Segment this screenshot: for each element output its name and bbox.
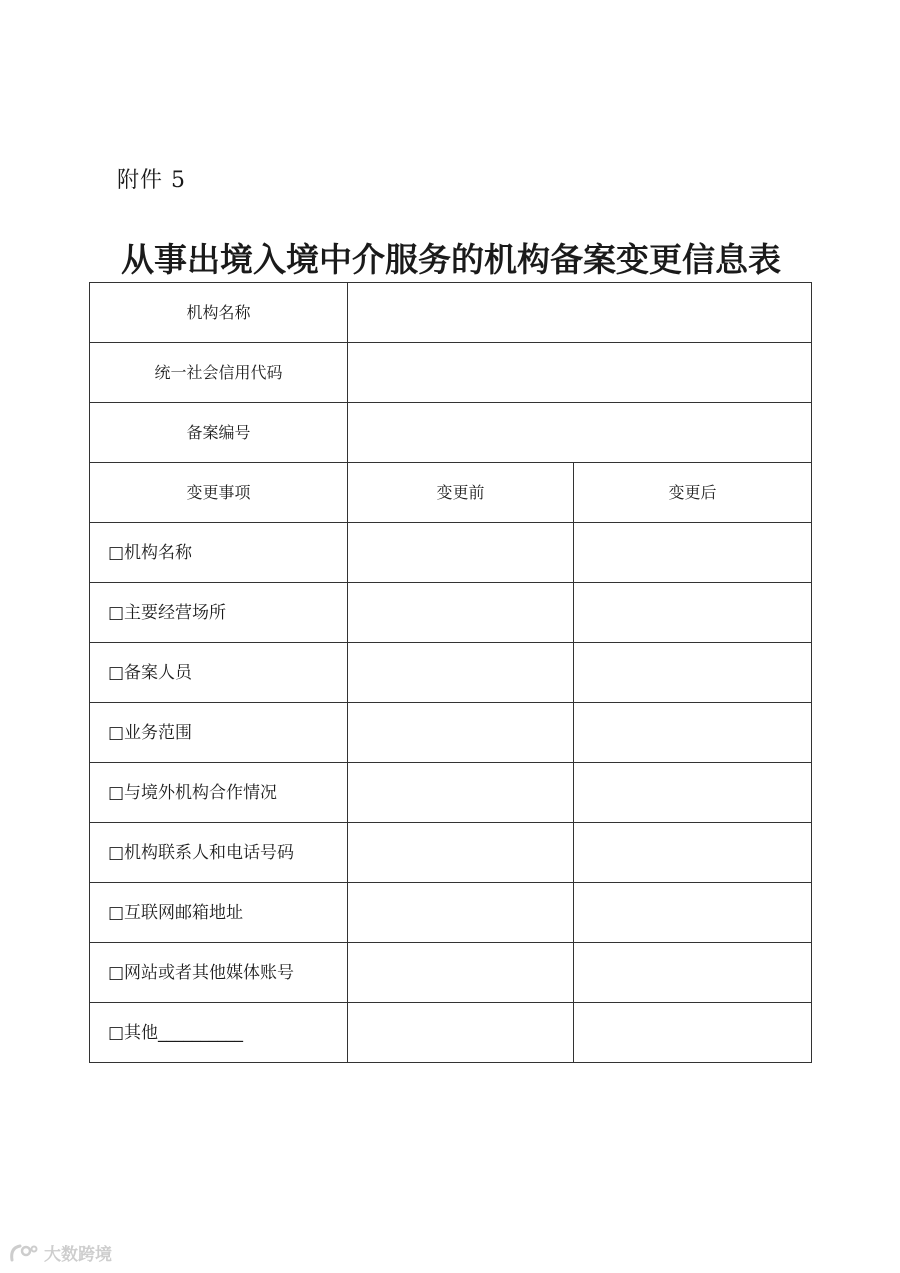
document-title: 从事出境入境中介服务的机构备案变更信息表 <box>121 240 781 279</box>
attachment-label: 附件 5 <box>117 168 186 193</box>
before-value-field[interactable] <box>348 943 574 1003</box>
after-value-field[interactable] <box>574 1003 812 1063</box>
basic-info-value-field[interactable] <box>348 283 812 343</box>
change-item-row <box>90 883 812 943</box>
after-value-field[interactable] <box>574 703 812 763</box>
change-item-row <box>90 583 812 643</box>
header-after: 变更后 <box>574 463 812 523</box>
change-item-row <box>90 823 812 883</box>
change-item-checkbox-label[interactable]: □其他__________ <box>90 1003 348 1063</box>
after-value-field[interactable] <box>574 763 812 823</box>
brand-logo-icon <box>8 1242 38 1264</box>
basic-info-row <box>90 343 812 403</box>
watermark <box>8 1240 112 1265</box>
basic-info-label: 备案编号 <box>90 403 348 463</box>
before-value-field[interactable] <box>348 1003 574 1063</box>
before-value-field[interactable] <box>348 583 574 643</box>
after-value-field[interactable] <box>574 883 812 943</box>
after-value-field[interactable] <box>574 943 812 1003</box>
before-value-field[interactable] <box>348 823 574 883</box>
change-item-checkbox-label[interactable]: □机构联系人和电话号码 <box>90 823 348 883</box>
change-item-checkbox-label[interactable]: □主要经营场所 <box>90 583 348 643</box>
change-item-checkbox-label[interactable]: □网站或者其他媒体账号 <box>90 943 348 1003</box>
change-item-checkbox-label[interactable]: □互联网邮箱地址 <box>90 883 348 943</box>
change-info-form <box>89 282 812 1063</box>
change-item-row <box>90 703 812 763</box>
basic-info-label: 机构名称 <box>90 283 348 343</box>
change-item-row <box>90 523 812 583</box>
change-item-checkbox-label[interactable]: □业务范围 <box>90 703 348 763</box>
change-header-row <box>90 463 812 523</box>
after-value-field[interactable] <box>574 583 812 643</box>
header-change-item: 变更事项 <box>90 463 348 523</box>
after-value-field[interactable] <box>574 823 812 883</box>
header-before: 变更前 <box>348 463 574 523</box>
watermark-text: 大数跨境 <box>44 1245 112 1265</box>
basic-info-row <box>90 283 812 343</box>
before-value-field[interactable] <box>348 883 574 943</box>
change-item-checkbox-label[interactable]: □与境外机构合作情况 <box>90 763 348 823</box>
basic-info-label: 统一社会信用代码 <box>90 343 348 403</box>
basic-info-value-field[interactable] <box>348 403 812 463</box>
before-value-field[interactable] <box>348 523 574 583</box>
change-item-row <box>90 1003 812 1063</box>
before-value-field[interactable] <box>348 763 574 823</box>
change-item-checkbox-label[interactable]: □机构名称 <box>90 523 348 583</box>
before-value-field[interactable] <box>348 703 574 763</box>
change-item-row <box>90 943 812 1003</box>
after-value-field[interactable] <box>574 523 812 583</box>
basic-info-value-field[interactable] <box>348 343 812 403</box>
change-item-row <box>90 763 812 823</box>
basic-info-row <box>90 403 812 463</box>
after-value-field[interactable] <box>574 643 812 703</box>
change-item-row <box>90 643 812 703</box>
before-value-field[interactable] <box>348 643 574 703</box>
change-item-checkbox-label[interactable]: □备案人员 <box>90 643 348 703</box>
